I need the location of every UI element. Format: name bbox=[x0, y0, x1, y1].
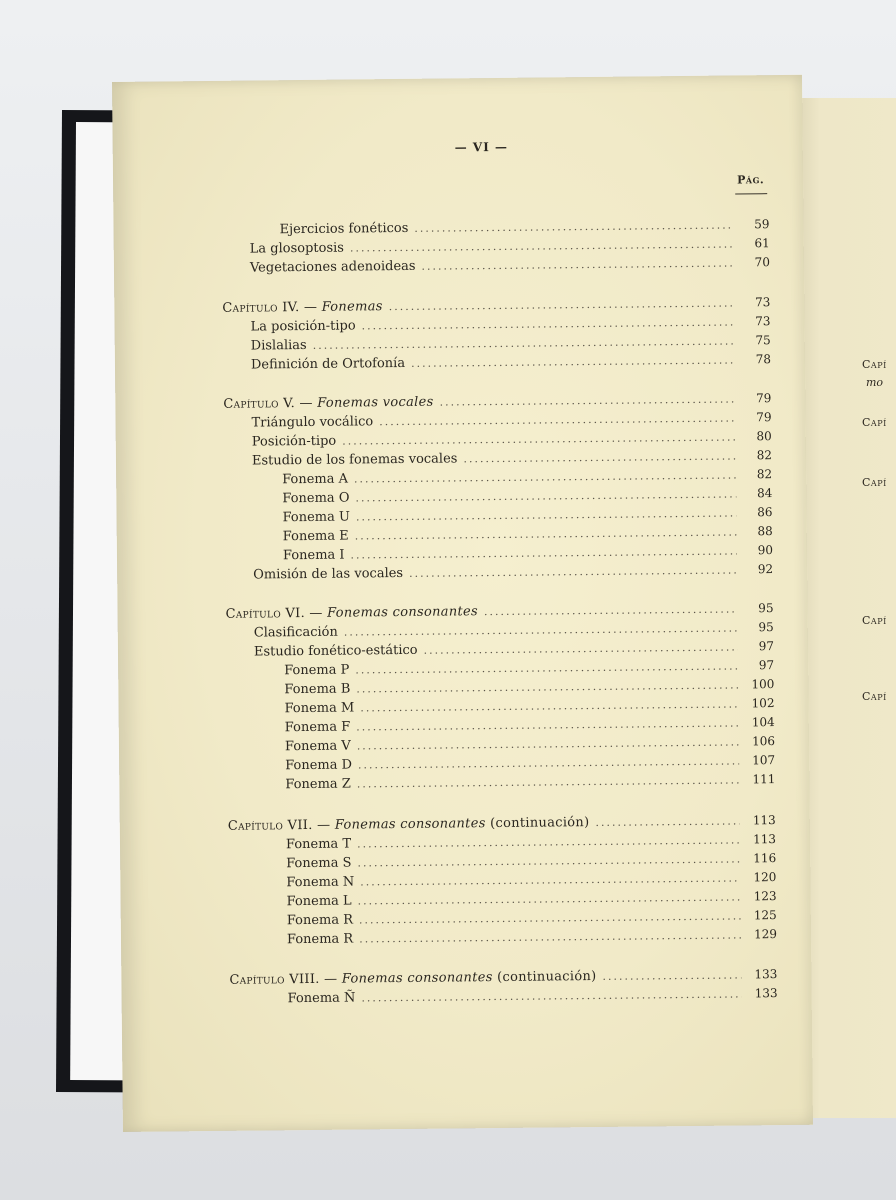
toc-entry bbox=[252, 410, 772, 430]
toc-entry-label: Dislalias bbox=[250, 337, 307, 354]
toc-page-number: 120 bbox=[753, 870, 777, 885]
toc-chapter-entry bbox=[226, 601, 774, 622]
dot-leader bbox=[356, 678, 738, 695]
toc-entry-label: Fonema Ñ bbox=[287, 990, 356, 1007]
facing-page bbox=[798, 98, 896, 1118]
toc-page-number: 97 bbox=[758, 658, 775, 673]
toc-entry-label: Fonema M bbox=[284, 700, 355, 717]
toc-page-number: 79 bbox=[755, 391, 772, 406]
dot-leader bbox=[356, 506, 737, 523]
toc-entry-label: Fonema V bbox=[284, 738, 351, 755]
dot-leader bbox=[424, 640, 738, 656]
toc-entry bbox=[250, 255, 770, 275]
toc-page-number: 73 bbox=[755, 314, 771, 329]
toc-entry-label bbox=[226, 604, 479, 622]
dot-leader bbox=[411, 353, 735, 369]
chapter-number: Capítulo IV. — bbox=[222, 299, 322, 316]
toc-entry bbox=[287, 889, 777, 909]
toc-entry bbox=[283, 524, 773, 544]
facing-page-label: Capí bbox=[862, 476, 887, 489]
chapter-suffix: (continuación) bbox=[492, 968, 597, 986]
toc-page-number: 73 bbox=[754, 295, 771, 310]
toc-entry-label: La glosoptosis bbox=[249, 240, 345, 257]
toc-entry-label bbox=[223, 395, 433, 412]
toc-page-number: 100 bbox=[751, 677, 775, 692]
toc-page-number: 84 bbox=[756, 486, 773, 501]
dot-leader bbox=[355, 525, 737, 542]
toc-page-number: 92 bbox=[757, 562, 774, 577]
toc-entry-label: Fonema S bbox=[286, 855, 352, 872]
toc-entry-label: Estudio de los fonemas vocales bbox=[251, 451, 458, 469]
dot-leader bbox=[379, 411, 736, 428]
index-page bbox=[112, 75, 813, 1132]
toc-entry-label: Fonema U bbox=[282, 509, 351, 526]
toc-entry-label: Definición de Ortofonía bbox=[250, 355, 406, 373]
chapter-title: Fonemas bbox=[321, 299, 383, 315]
dot-leader bbox=[342, 430, 736, 447]
toc-entry bbox=[286, 832, 776, 852]
toc-entry-label: Fonema I bbox=[282, 547, 345, 564]
dot-leader bbox=[362, 315, 735, 332]
facing-page-label: Capí bbox=[862, 358, 887, 371]
header-rule bbox=[735, 193, 767, 194]
toc-page-number: 125 bbox=[753, 908, 777, 923]
toc-entry-label: Omisión de las vocales bbox=[253, 565, 404, 583]
dot-leader bbox=[356, 716, 739, 733]
toc-entry bbox=[288, 986, 778, 1006]
toc-entry bbox=[251, 333, 771, 353]
dot-leader bbox=[360, 871, 740, 888]
dot-leader bbox=[357, 833, 740, 850]
toc-page-number: 80 bbox=[756, 429, 772, 444]
toc-entry bbox=[282, 505, 772, 525]
dot-leader bbox=[359, 909, 741, 926]
toc-entry bbox=[284, 696, 774, 716]
chapter-title: Fonemas consonantes bbox=[327, 604, 479, 621]
toc-entry bbox=[250, 236, 770, 256]
toc-entry bbox=[285, 734, 775, 754]
toc-page-number: 113 bbox=[752, 813, 776, 828]
dot-leader bbox=[409, 563, 737, 579]
toc-entry-label: Estudio fonético-estático bbox=[253, 642, 418, 660]
toc-chapter-entry bbox=[229, 967, 777, 988]
chapter-number: Capítulo VI. — bbox=[225, 605, 328, 622]
toc-entry-label: Fonema R bbox=[286, 912, 354, 929]
toc-entry-label: Fonema N bbox=[286, 874, 355, 891]
toc-entry-label: Fonema E bbox=[282, 528, 349, 545]
toc-page-number: 75 bbox=[755, 333, 771, 348]
chapter-title: Fonemas consonantes bbox=[334, 816, 486, 833]
dot-leader bbox=[602, 968, 741, 982]
toc-entry bbox=[282, 486, 772, 506]
toc-entry bbox=[254, 620, 774, 640]
chapter-number: Capítulo V. — bbox=[223, 395, 318, 412]
toc-page-number: 104 bbox=[751, 715, 775, 730]
toc-entry bbox=[285, 753, 775, 773]
dot-leader bbox=[595, 814, 739, 829]
toc-page-number: 82 bbox=[756, 448, 773, 463]
toc-entry-label: Fonema A bbox=[282, 471, 349, 488]
toc-entry-label: Fonema Z bbox=[285, 776, 351, 793]
page-column-header: Pág. bbox=[736, 173, 765, 187]
toc-page-number: 61 bbox=[754, 236, 770, 251]
toc-entry bbox=[283, 543, 773, 563]
toc-entry-label: Posición-tipo bbox=[251, 433, 337, 450]
toc-page-number: 106 bbox=[751, 734, 776, 749]
dot-leader bbox=[355, 659, 738, 676]
toc-entry bbox=[251, 352, 771, 372]
toc-entry bbox=[287, 927, 777, 947]
toc-page-number: 59 bbox=[754, 217, 770, 232]
toc-entry-label: Fonema T bbox=[285, 836, 352, 853]
dot-leader bbox=[421, 256, 734, 272]
chapter-number: Capítulo VIII. — bbox=[229, 971, 342, 988]
toc-entry-label: Fonema P bbox=[284, 662, 350, 679]
toc-chapter-entry bbox=[228, 813, 776, 834]
toc-page-number: 97 bbox=[758, 639, 775, 654]
toc-chapter-entry bbox=[222, 295, 770, 316]
toc-page-number: 133 bbox=[754, 967, 778, 982]
toc-page-number: 78 bbox=[755, 352, 772, 367]
toc-page-number: 129 bbox=[753, 927, 778, 942]
toc-page-number: 95 bbox=[758, 620, 774, 635]
toc-entry-label: Fonema D bbox=[285, 757, 353, 774]
chapter-title: Fonemas vocales bbox=[317, 394, 434, 411]
toc-chapter-entry bbox=[223, 391, 771, 412]
toc-page-number: 70 bbox=[754, 255, 770, 270]
toc-entry bbox=[252, 448, 772, 468]
toc-page-number: 133 bbox=[754, 986, 778, 1001]
dot-leader bbox=[389, 296, 735, 313]
toc-page-number: 95 bbox=[758, 601, 774, 616]
toc-entry-label: Ejercicios fonéticos bbox=[279, 220, 409, 238]
toc-page-number: 107 bbox=[752, 753, 776, 768]
toc-entry bbox=[254, 639, 774, 659]
toc-entry-label: La posición-tipo bbox=[250, 318, 356, 335]
dot-leader bbox=[414, 218, 733, 234]
toc-entry bbox=[253, 562, 773, 582]
toc-entry bbox=[285, 715, 775, 735]
toc-entry-label: Fonema O bbox=[282, 490, 350, 507]
dot-leader bbox=[354, 468, 736, 485]
toc-entry-label bbox=[222, 299, 382, 316]
dot-leader bbox=[357, 735, 739, 752]
toc-entry-label bbox=[229, 969, 596, 988]
dot-leader bbox=[463, 449, 736, 465]
chapter-suffix: (continuación) bbox=[485, 815, 590, 832]
toc-page-number: 123 bbox=[753, 889, 777, 904]
dot-leader bbox=[361, 987, 741, 1004]
toc-entry-label: Clasificación bbox=[253, 624, 338, 641]
toc-entry-label: Vegetaciones adenoideas bbox=[249, 258, 416, 276]
dot-leader bbox=[350, 237, 734, 254]
chapter-number: Capítulo VII. — bbox=[227, 817, 335, 834]
toc-entry-label bbox=[228, 815, 590, 834]
toc-page-number: 116 bbox=[753, 851, 777, 866]
dot-leader bbox=[355, 487, 736, 504]
toc-page-number: 88 bbox=[757, 524, 773, 539]
toc-entry bbox=[279, 217, 769, 237]
dot-leader bbox=[484, 602, 738, 618]
toc-entry bbox=[285, 772, 775, 792]
toc-page-number: 90 bbox=[757, 543, 774, 558]
toc-entry-label: Fonema B bbox=[284, 681, 351, 698]
page-number: — VI — bbox=[454, 139, 509, 155]
toc-entry bbox=[284, 677, 774, 697]
facing-page-label: Capí bbox=[862, 614, 887, 627]
dot-leader bbox=[359, 928, 741, 945]
facing-page-label: Capí bbox=[862, 690, 887, 703]
toc-page-number: 111 bbox=[752, 772, 776, 787]
toc-entry-label: Fonema L bbox=[286, 893, 352, 910]
toc-entry-label: Fonema F bbox=[284, 719, 351, 736]
facing-page-label: Capí bbox=[862, 416, 887, 429]
toc-page-number: 82 bbox=[756, 467, 773, 482]
toc-page-number: 86 bbox=[757, 505, 773, 520]
toc-entry bbox=[286, 870, 776, 890]
toc-entry-label: Fonema R bbox=[286, 931, 354, 948]
facing-page-label: mo bbox=[866, 376, 884, 389]
dot-leader bbox=[344, 621, 738, 638]
dot-leader bbox=[357, 852, 740, 869]
toc-entry bbox=[250, 314, 770, 334]
dot-leader bbox=[358, 890, 741, 907]
dot-leader bbox=[358, 754, 739, 771]
toc-entry bbox=[287, 908, 777, 928]
toc-page-number: 79 bbox=[756, 410, 772, 425]
toc-entry bbox=[252, 429, 772, 449]
dot-leader bbox=[357, 773, 740, 790]
dot-leader bbox=[439, 392, 735, 408]
toc-entry bbox=[286, 851, 776, 871]
toc-page-number: 102 bbox=[751, 696, 775, 711]
dot-leader bbox=[350, 544, 737, 561]
toc-entry bbox=[282, 467, 772, 487]
toc-entry bbox=[284, 658, 774, 678]
dot-leader bbox=[313, 334, 735, 351]
dot-leader bbox=[360, 697, 738, 714]
toc-entry-label: Triángulo vocálico bbox=[251, 414, 374, 431]
toc-page-number: 113 bbox=[752, 832, 777, 847]
chapter-title: Fonemas consonantes bbox=[341, 970, 493, 987]
